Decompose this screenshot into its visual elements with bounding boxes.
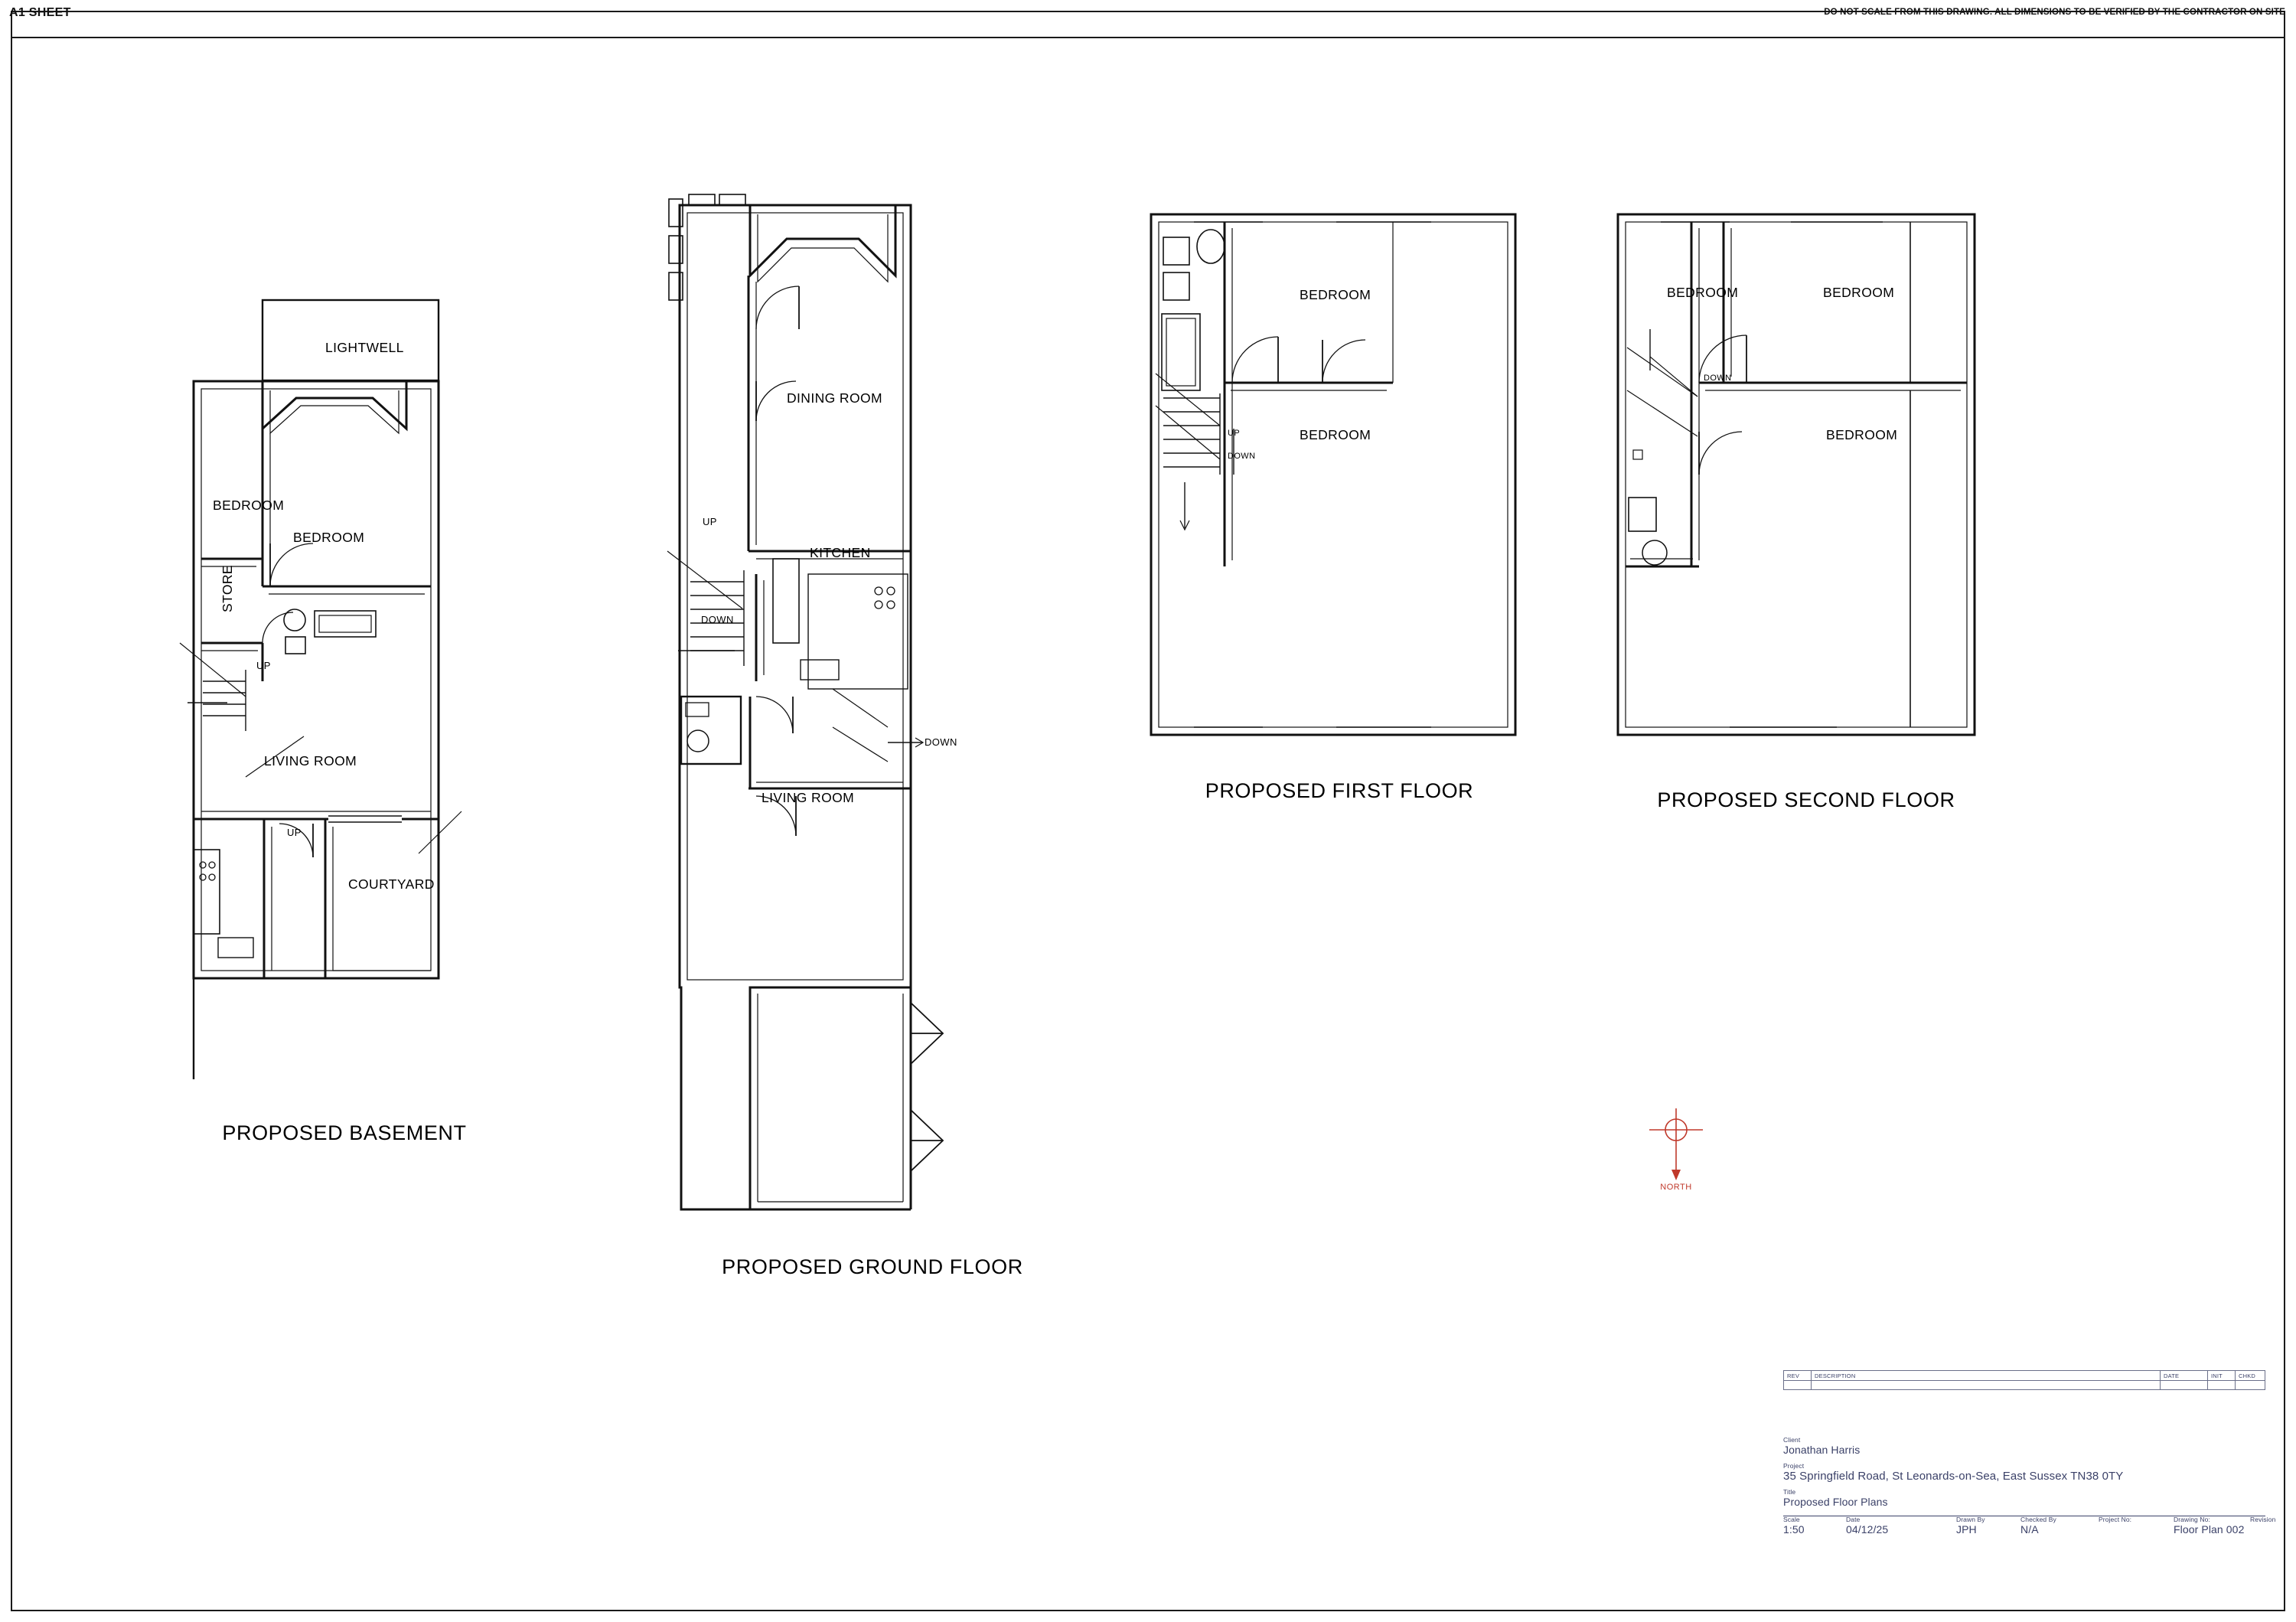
stair-direction-label: DOWN	[925, 736, 957, 748]
plan-proposed-ground-floor[interactable]	[658, 191, 1087, 1232]
sheet-disclaimer: DO NOT SCALE FROM THIS DRAWING. ALL DIMENSIONS TO BE VERIFIED BY THE CONTRACTOR ON SITE	[1824, 8, 2285, 17]
stair-direction-label: DOWN	[1704, 374, 1732, 383]
room-label: KITCHEN	[810, 545, 871, 560]
room-label: BEDROOM	[213, 498, 285, 513]
revision-header-init: INIT	[2211, 1372, 2223, 1379]
room-label: BEDROOM	[1826, 427, 1898, 442]
title-label: Title	[1783, 1488, 1796, 1496]
revision-header-chkd: CHKD	[2239, 1372, 2256, 1379]
room-label: BEDROOM	[1300, 427, 1371, 442]
stair-direction-label: UP	[287, 827, 302, 838]
room-label: LIGHTWELL	[325, 340, 404, 355]
stair-direction-label: DOWN	[701, 614, 734, 625]
stair-direction-label: DOWN	[1228, 452, 1256, 461]
stair-direction-label: UP	[256, 660, 271, 671]
room-label: BEDROOM	[1667, 285, 1739, 300]
drawing-no-label: Drawing No:	[2174, 1516, 2210, 1523]
title-block	[1783, 1436, 2276, 1551]
stair-direction-label: UP	[1228, 429, 1241, 438]
plan-title-second: PROPOSED SECOND FLOOR	[1657, 788, 1955, 811]
scale-value: 1:50	[1783, 1523, 1805, 1536]
revision-header-description: DESCRIPTION	[1815, 1372, 1856, 1379]
north-point	[1634, 1102, 1718, 1209]
revision-header-date: DATE	[2164, 1372, 2180, 1379]
project-no-label: Project No:	[2099, 1516, 2132, 1523]
drawing-no-value: Floor Plan 002	[2174, 1523, 2245, 1536]
room-label: BEDROOM	[1300, 287, 1371, 302]
client-label: Client	[1783, 1436, 1801, 1444]
room-label: COURTYARD	[348, 876, 435, 892]
sheet-size-label: A1 SHEET	[9, 6, 71, 19]
project-label: Project	[1783, 1462, 1805, 1470]
plan-title-basement: PROPOSED BASEMENT	[222, 1121, 467, 1144]
title-value: Proposed Floor Plans	[1783, 1496, 1888, 1508]
plan-title-first: PROPOSED FIRST FLOOR	[1205, 779, 1474, 802]
revision-label: Revision	[2250, 1516, 2276, 1523]
stair-direction-label: UP	[703, 516, 717, 527]
room-label: DINING ROOM	[787, 390, 882, 406]
room-label: STORE	[220, 565, 235, 612]
project-value: 35 Springfield Road, St Leonards-on-Sea, East Sussex TN38 0TY	[1783, 1470, 2124, 1483]
client-value: Jonathan Harris	[1783, 1444, 1861, 1456]
checked-by-label: Checked By	[2020, 1516, 2056, 1523]
room-label: BEDROOM	[1823, 285, 1895, 300]
plan-proposed-first-floor[interactable]	[1140, 207, 1538, 742]
revision-header-rev: REV	[1787, 1372, 1800, 1379]
date-value: 04/12/25	[1846, 1523, 1889, 1536]
date-label: Date	[1846, 1516, 1861, 1523]
plan-proposed-second-floor[interactable]	[1607, 207, 1998, 742]
revision-col-description	[1812, 1371, 2161, 1389]
drawn-by-label: Drawn By	[1956, 1516, 1985, 1523]
revision-table[interactable]	[1783, 1370, 2265, 1390]
north-label: NORTH	[1660, 1183, 1692, 1192]
room-label: BEDROOM	[293, 530, 365, 545]
plan-proposed-basement[interactable]	[172, 283, 540, 1079]
drawn-by-value: JPH	[1956, 1523, 1977, 1536]
scale-label: Scale	[1783, 1516, 1800, 1523]
room-label: LIVING ROOM	[264, 753, 357, 769]
plan-title-ground: PROPOSED GROUND FLOOR	[722, 1255, 1023, 1278]
room-label: LIVING ROOM	[762, 790, 855, 805]
checked-by-value: N/A	[2020, 1523, 2039, 1536]
